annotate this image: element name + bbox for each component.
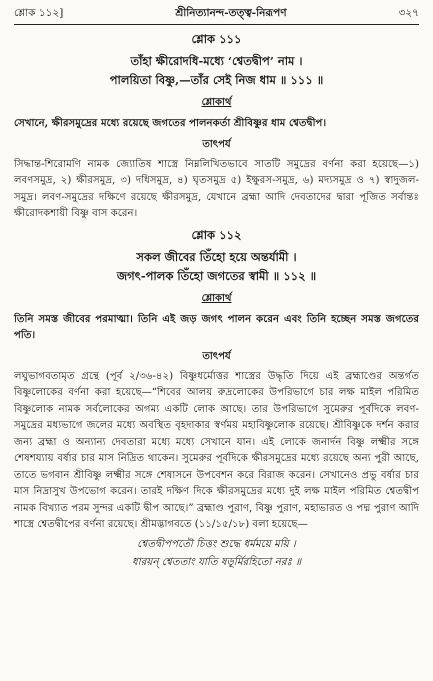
header-chapter-title: শ্রীনিত্যানন্দ-তত্ত্ব-নিরূপণ [175,7,287,19]
sloka-112-purport-label: তাৎপর্য [202,350,231,362]
page-header [14,6,419,22]
sloka-112-translation: তিনি সমস্ত জীবের পরমাত্মা। তিনি এই জড় জগৎ পালন করেন এবং তিনি হচ্ছেন সমস্ত জগতের পতি। [14,312,419,341]
sloka-111-verse-line-1: তাঁহা ক্ষীরোদধি-মধ্যে ‘শ্বেতদ্বীপ’ নাম । [130,54,303,68]
header-divider [14,24,419,25]
sloka-112-title: শ্লোক ১১২ [191,227,242,242]
sloka-111-purport-label: তাৎপর্য [202,138,231,150]
sloka-111-verse-line-2: পালয়িতা বিষ্ণু,—তাঁর সেই নিজ ধাম ॥ ১১১ ॥ [109,73,324,87]
page-number: ৩২৭ [398,7,419,19]
sloka-112-translation-label: শ্লোকার্থ [201,292,232,304]
sloka-112-verse-line-1: সকল জীবের তিঁহো হয়ে অন্তর্যামী । [136,249,297,264]
sloka-111-translation-label: শ্লোকার্থ [201,97,232,108]
sloka-112-verse-line-2: জগৎ-পালক তিঁহো জগতের স্বামী ॥ ১১২ ॥ [116,268,317,283]
sloka-112-purport: লঘুভাগবতামৃত গ্রন্থে (পূর্ব ২/৩৬-৪২) বিষ্ণুধর্মোত্তর শাস্ত্রের উদ্ধৃতি দিয়ে এই ব্রহ্মাণ্ডের অন্তর্গত বিষ্ণুলোকের বর্ণনা করা হয়েছে—“শিবের আলয় রুদ্রলোকের উপরিভাগে চার লক্ষ মাইল পরিমিত বিষ্ণুলোক নামক সর্বলোকের অগম্য একটি লোক আছে। তার উপরিভাগে সুমেরুর পূর্বদিকে লবণ-সমুদ্রের মধ্যভাগে জলের মধ্যে অবস্থিত বৃহদাকার স্বর্ণময় মহাবিষ্ণুলোক রয়েছে। শ্রীবিষ্ণুকে দর্শন করার জন্য ব্রহ্মা ও অন্যান্য দেবতারা মধ্যে মধ্যে সেখানে যান। এই লোকে জনার্দন বিষ্ণু লক্ষ্মীর সঙ্গে শেষশয্যায় বর্ষার চার মাস নিদ্রিত থাকেন। সুমেরুর পূর্বদিকে ক্ষীরসমুদ্রের মধ্যে রয়েছে অন্য পুরী আছে, তাতে ভগবান শ্রীবিষ্ণু লক্ষ্মীর সঙ্গে শেষাসনে উপবেশন করে বিরাজ করেন। সেখানেও প্রভু বর্ষার চার মাস নিদ্রাসুখ উপভোগ করেন। তারই দক্ষিণ দিকে ক্ষীরসমুদ্রের মধ্যে দুই লক্ষ মাইল পরিমিত শ্বেতদ্বীপ নামক বিখ্যাত পরম সুন্দর একটি দ্বীপ আছে।” ব্রহ্মাণ্ড পুরাণ, বিষ্ণু পুরাণ, মহাভারত ও পদ্ম পুরাণ আদি শাস্ত্রে শ্বেতদ্বীপের বর্ণনা রয়েছে। শ্রীমদ্ভাগবতে (১১/১৫/১৮) বলা হয়েছে— [14,370,419,530]
sloka-111-purport: সিদ্ধান্ত-শিরোমণি নামক জ্যোতিষ শাস্ত্রে নিম্নলিখিতভাবে সাতটি সমুদ্রের বর্ণনা করা হয়েছে—১) লবণসমুদ্র, ২) ক্ষীরসমুদ্র, ৩) দধিসমুদ্র, ৪) ঘৃতসমুদ্র ৫) ইক্ষুরস-সমুদ্র, ৬) মদ্যসমুদ্র ও ৭) স্বাদুজল-সমুদ্র। লবণ-সমুদ্রের দক্ষিণে রয়েছে ক্ষীরসমুদ্র, যেখানে ব্রহ্মা আদি দেবতাদের দ্বারা পূজিত সর্বান্তঃ ক্ষীরোদকশায়ী বিষ্ণু বাস করেন। [14,158,419,219]
sloka-111-title: শ্লোক ১১১ [191,32,242,46]
quote-line-2: ধারয়ন্ শ্বেততাং যাতি ষড়ূর্মিরহিতো নরঃ ॥ [131,556,302,568]
header-sloka-ref: শ্লোক ১১২] [14,7,64,19]
quote-line-1: শ্বেতদ্বীপপতৌ চিত্তং শুদ্ধে ধর্মময়ে ময়ি । [137,537,296,550]
sloka-111-translation: সেখানে, ক্ষীরসমুদ্রের মধ্যে রয়েছে জগতের পালনকর্তা শ্রীবিষ্ণুর ধাম শ্বেতদ্বীপ। [14,117,327,129]
